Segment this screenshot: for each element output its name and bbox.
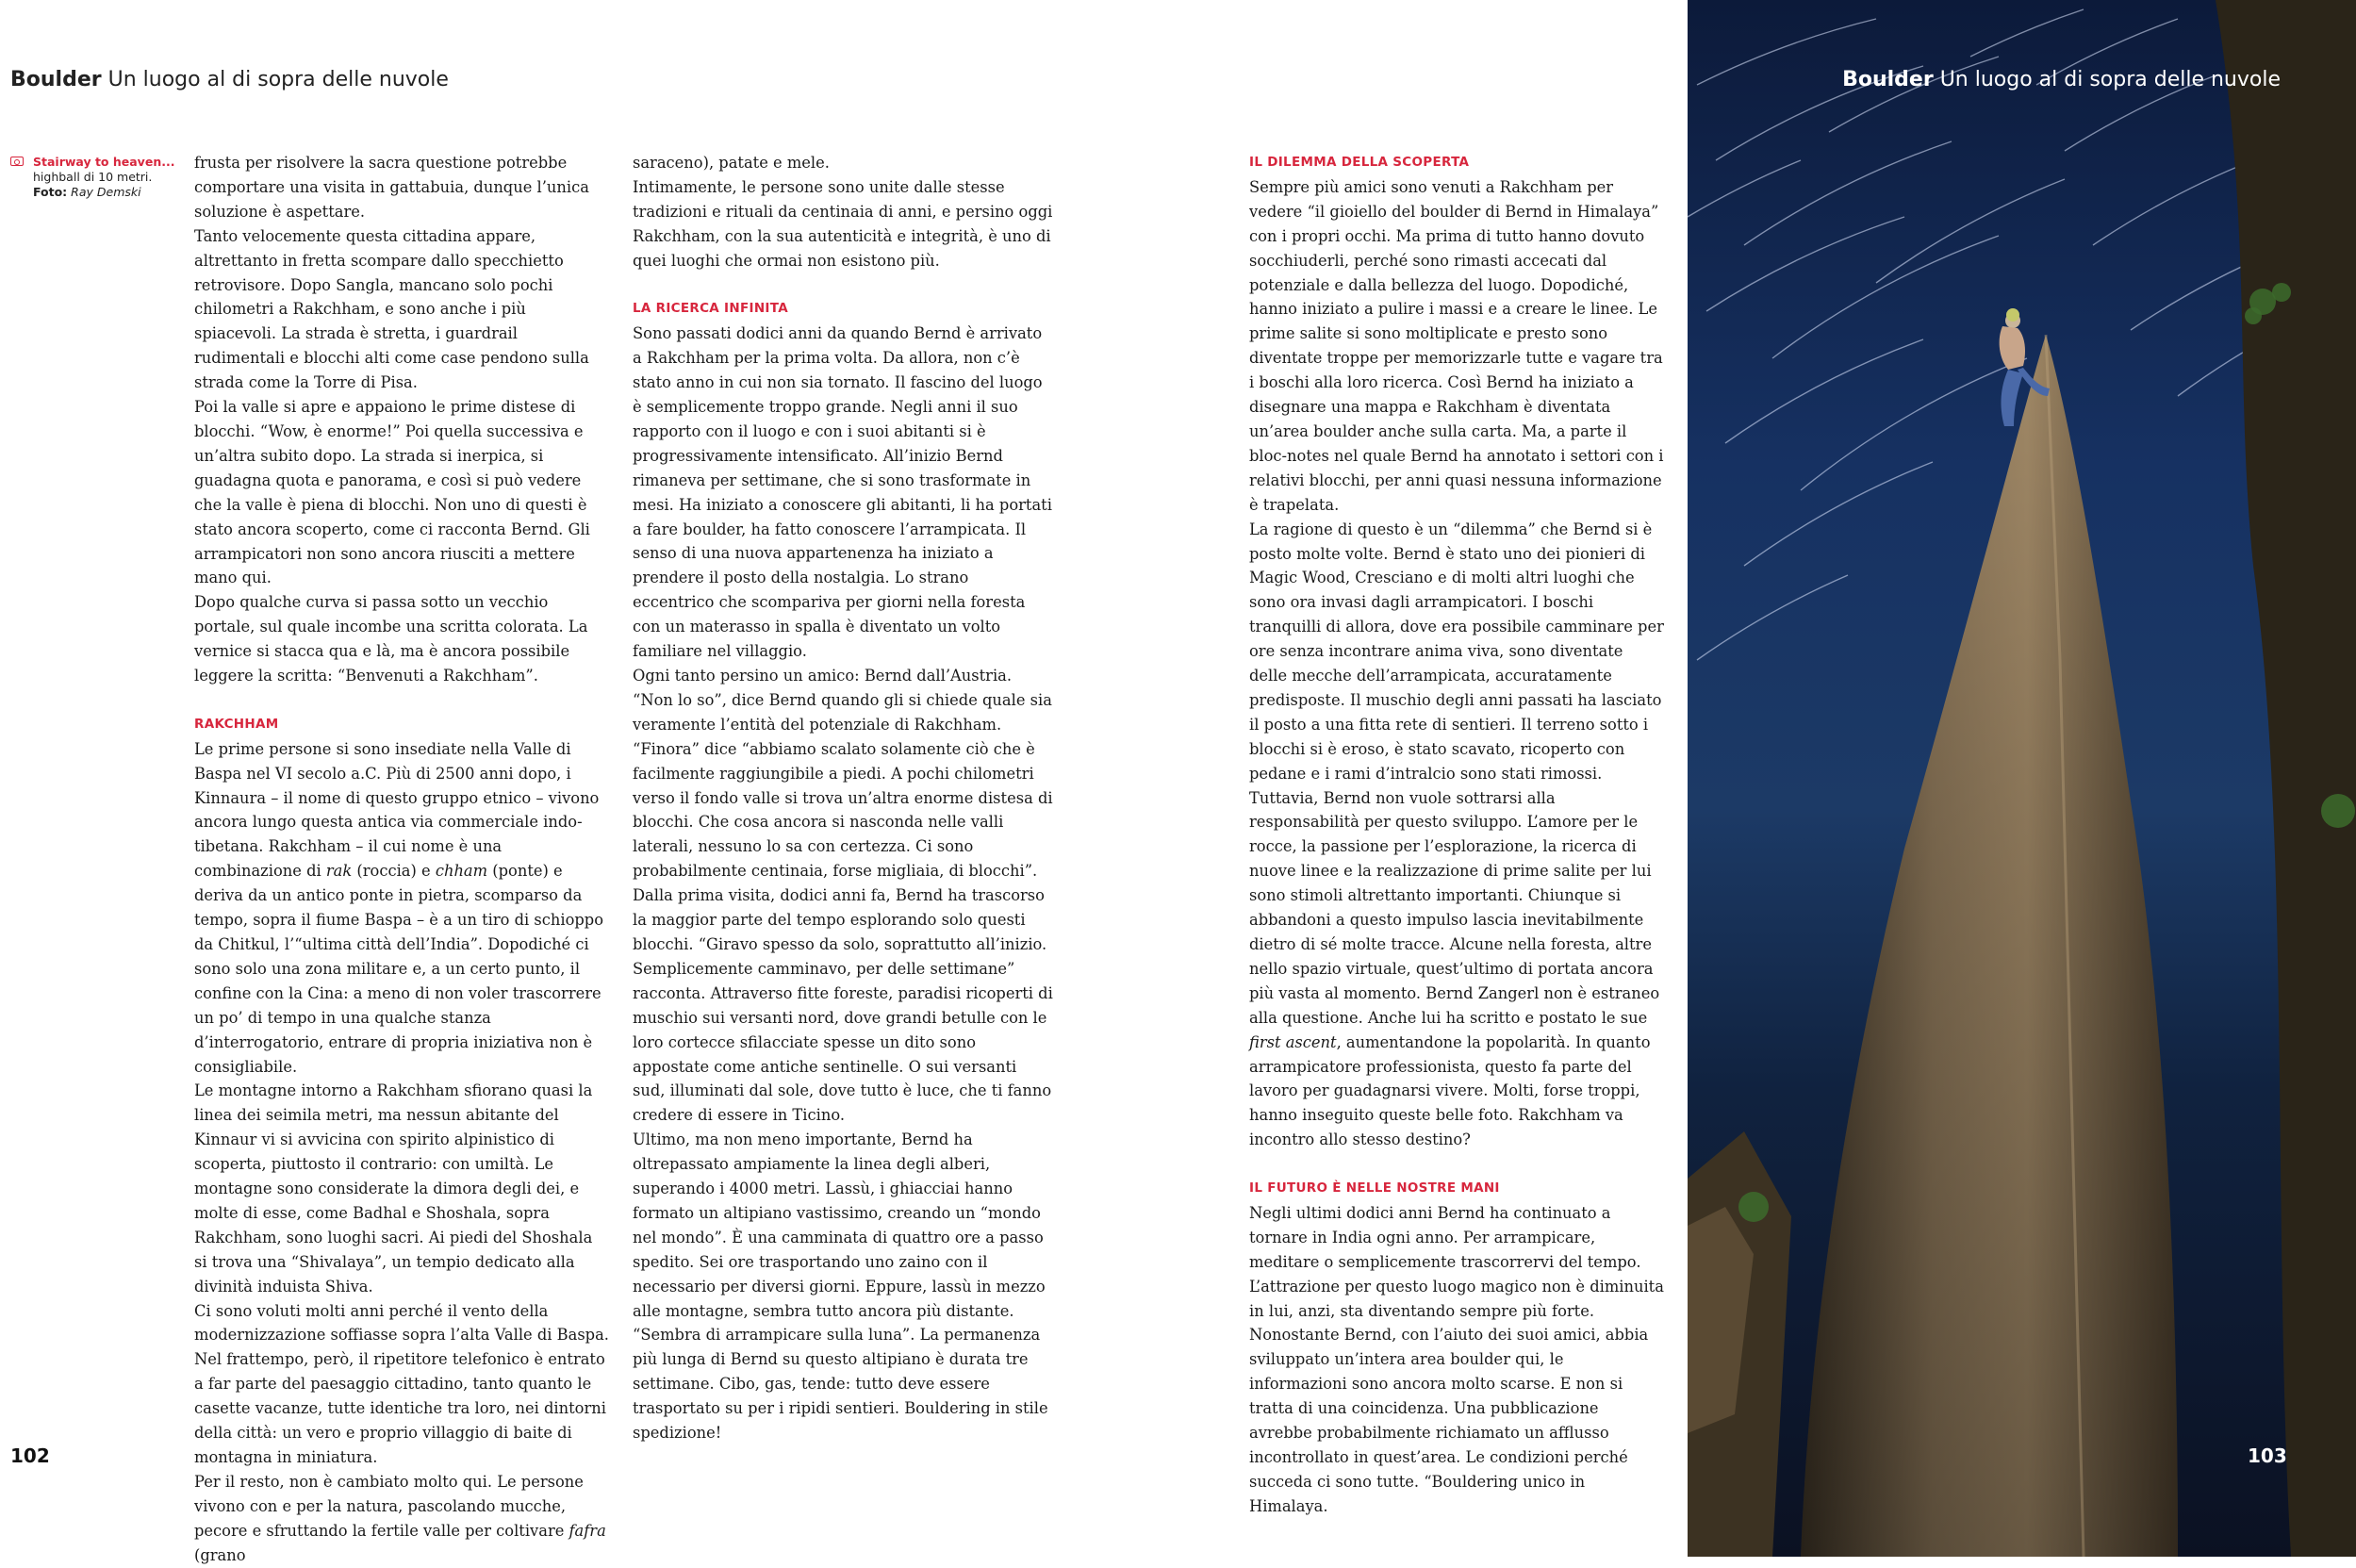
photo-caption [10,155,185,200]
text-column-1 [194,151,609,1568]
caption-text: highball di 10 metri. [33,170,153,184]
running-header-right [1842,68,2281,91]
paragraph: Intimamente, le persone sono unite dalle stesse tradizioni e rituali da centinaia di anni, e persino oggi Rakchham, con la sua autenticità e integrità, è uno di quei luoghi che ormai non esistono più. [633,177,1053,270]
section-heading: IL FUTURO È NELLE NOSTRE MANI [1249,1180,1500,1197]
section-heading: IL DILEMMA DELLA SCOPERTA [1249,155,1470,170]
paragraph: La ragione di questo è un “dilemma” che Bernd si è posto molte volte. Bernd è stato uno dei pionieri di Magic Wood, Cresciano e di molti altri luoghi che sono ora invasi dagli arrampicatori. I boschi tranquilli di allora, dove era possibile camminare per ore senza incontrare anima viva, sono diventate delle mecche dell’arrampicata, accuratamente predisposte. Il muschio degli anni passati ha lasciato il posto a una fitta rete di sentieri. Il terreno sotto i blocchi si è eroso, è stato scavato, ricoperto con pedane e i rami d’intralcio sono stati rimossi. [1249,520,1664,783]
paragraph: Poi la valle si apre e appaiono le prime distese di blocchi. “Wow, è enorme!” Poi quella successiva e un’altra subito dopo. La strada si inerpica, si guadagna quota e panorama, e così si può vedere che la valle è piena di blocchi. Non uno di questi è stato ancora scoperto, come ci racconta Bernd. Gli arrampicatori non sono ancora riusciti a mettere mano qui. [194,398,590,587]
text-column-2 [633,151,1053,1445]
paragraph: Dalla prima visita, dodici anni fa, Bernd ha trascorso la maggior parte del tempo esplorando solo questi blocchi. “Giravo spesso da solo, soprattutto all’inizio. Semplicemente camminavo, per delle settimane” racconta. Attraverso fitte foreste, paradisi ricoperti di muschio sui versanti nord, dove grandi betulle con le loro cortecce sfilacciate spesse un dito sono appostate come antiche sentinelle. O sui versanti sud, illuminati dal sole, dove tutto è luce, che ti fanno credere di essere in Ticino. [633,886,1053,1125]
section-heading: LA RICERCA INFINITA [633,301,788,317]
paragraph: Per il resto, non è cambiato molto qui. Le persone vivono con e per la natura, pascolando mucche, pecore e sfruttando la fertile valle per coltivare fafra (grano [194,1472,606,1564]
header-section: Boulder [1842,68,1934,91]
page-number-left: 102 [10,1444,50,1467]
paragraph: Ci sono voluti molti anni perché il vento della modernizzazione soffiasse sopra l’alta Valle di Baspa. Nel frattempo, però, il ripetitore telefonico è entrato a far parte del paesaggio cittadino, tanto quanto le casette vacanze, tutte identiche tra loro, nei dintorni della città: un vero e proprio villaggio di baite di montagna in miniatura. [194,1301,609,1467]
page-number-right: 103 [2248,1444,2287,1467]
paragraph: Tanto velocemente questa cittadina appare, altrettanto in fretta scompare dallo specchietto retrovisore. Dopo Sangla, mancano solo pochi chilometri a Rakchham, e sono anche i più spiacevoli. La strada è stretta, i guardrail rudimentali e blocchi alti come case pendono sulla strada come la Torre di Pisa. [194,226,589,392]
header-title: Un luogo al di sopra delle nuvole [107,68,449,91]
header-title: Un luogo al di sopra delle nuvole [1939,68,2281,91]
paragraph: Sono passati dodici anni da quando Bernd è arrivato a Rakchham per la prima volta. Da allora, non c’è stato anno in cui non sia tornato. Il fascino del luogo è semplicemente troppo grande. Negli anni il suo rapporto con il luogo e con i suoi abitanti si è progressivamente intensificato. All’inizio Bernd rimaneva per settimane, che si sono trasformate in mesi. Ha iniziato a conoscere gli abitanti, li ha portati a fare boulder, ha fatto conoscere l’arrampicata. Il senso di una nuova appartenenza ha iniziato a prendere il posto della nostalgia. Lo strano eccentrico che scompariva per giorni nella foresta con un materasso in spalla è diventato un volto familiare nel villaggio. [633,324,1052,661]
paragraph: Dopo qualche curva si passa sotto un vecchio portale, sul quale incombe una scritta colorata. La vernice si stacca qua e là, ma è ancora possibile leggere la scritta: “Benvenuti a Rakchham”. [194,593,588,685]
section-heading: RAKCHHAM [194,716,279,732]
paragraph: Le montagne intorno a Rakchham sfiorano quasi la linea dei seimila metri, ma nessun abitante del Kinnaur vi si avvicina con spirito alpinistico di scoperta, piuttosto il contrario: con umiltà. Le montagne sono considerate la dimora degli dei, e molte di esse, come Badhal e Shoshala, sopra Rakchham, sono luoghi sacri. Ai piedi del Shoshala si trova una “Shivalaya”, un tempio dedicato alla divinità induista Shiva. [194,1081,593,1296]
boulder-night-photo [1688,0,2356,1557]
paragraph: Negli ultimi dodici anni Bernd ha continuato a tornare in India ogni anno. Per arrampicare, meditare o semplicemente trascorrervi del tempo. L’attrazione per questo luogo magico non è diminuita in lui, anzi, sta diventando sempre più forte. Nonostante Bernd, con l’aiuto dei suoi amici, abbia sviluppato un’intera area boulder qui, le informazioni sono ancora molto scarse. E non si tratta di una coincidenza. Una pubblicazione avrebbe probabilmente richiamato un afflusso incontrollato in quest’area. Le condizioni perché succeda ci sono tutte. “Bouldering unico in Himalaya. [1249,1203,1664,1515]
paragraph: Ogni tanto persino un amico: Bernd dall’Austria. [633,667,1013,685]
caption-title: Stairway to heaven... [33,155,175,169]
paragraph: frusta per risolvere la sacra questione potrebbe comportare una visita in gattabuia, dunque l’unica soluzione è aspettare. [194,154,589,221]
caption-credit-label: Foto: [33,185,68,199]
header-section: Boulder [10,68,102,91]
camera-icon [10,157,24,166]
paragraph: “Non lo so”, dice Bernd quando gli si chiede quale sia veramente l’entità del potenziale di Rakchham. “Finora” dice “abbiamo scalato solamente ciò che è facilmente raggiungibile a piedi. A pochi chilometri verso il fondo valle si trova un’altra enorme distesa di blocchi. Che cosa ancora si nasconda nelle valli laterali, nessuno lo sa con certezza. Ci sono probabilmente centinaia, forse migliaia, di blocchi”. [633,690,1053,881]
paragraph: Sempre più amici sono venuti a Rakchham per vedere “il gioiello del boulder di Bernd in Himalaya” con i propri occhi. Ma prima di tutto hanno dovuto socchiuderli, perché sono rimasti accecati dal potenziale e dalla bellezza del luogo. Dopodiché, hanno iniziato a pulire i massi e a creare le linee. Le prime salite si sono moltiplicate e presto sono diventate troppe per memorizzarle tutte e vagare tra i boschi alla loro ricerca. Così Bernd ha iniziato a disegnare una mappa e Rakchham è diventata un’area boulder anche sulla carta. Ma, a parte il bloc-notes nel quale Bernd ha annotato i settori con i relativi blocchi, per anni quasi nessuna informazione è trapelata. [1249,177,1664,514]
text-column-3 [1249,151,1664,1519]
paragraph: Le prime persone si sono insediate nella Valle di Baspa nel VI secolo a.C. Più di 2500 anni dopo, i Kinnaura – il nome di questo gruppo etnico – vivono ancora lungo questa antica via commerciale indo-tibetana. Rakchham – il cui nome è una combinazione di rak (roccia) e chham (ponte) e deriva da un antico ponte in pietra, scomparso da tempo, sopra il fiume Baspa – è a un tiro di schioppo da Chitkul, l’“ultima città dell’India”. Dopodiché ci sono solo una zona militare e, a un certo punto, il confine con la Cina: a meno di non voler trascorrere un po’ di tempo in una qualche stanza d’interrogatorio, entrare di propria iniziativa non è consigliabile. [194,739,604,1076]
photo-illustration [1688,0,2356,1557]
paragraph: saraceno), patate e mele. [633,154,830,172]
paragraph: Ultimo, ma non meno importante, Bernd ha oltrepassato ampiamente la linea degli alberi, superando i 4000 metri. Lassù, i ghiacciai hanno formato un altipiano vastissimo, creando un “mondo nel mondo”. È una camminata di quattro ore a passo spedito. Sei ore trasportando uno zaino con il necessario per diversi giorni. Eppure, lassù in mezzo alle montagne, sembra tutto ancora più distante. “Sembra di arrampicare sulla luna”. La permanenza più lunga di Bernd su questo altipiano è durata tre settimane. Cibo, gas, tende: tutto deve essere trasportato su per i ripidi sentieri. Bouldering in stile spedizione! [633,1131,1048,1443]
paragraph: Tuttavia, Bernd non vuole sottrarsi alla responsabilità per questo sviluppo. L’amore per le rocce, la passione per l’esplorazione, la ricerca di nuove linee e la realizzazione di prime salite per lui sono stimoli altrettanto importanti. Chiunque si abbandoni a questo impulso lascia inevitabilmente dietro di sé molte tracce. Alcune nella foresta, altre nello spazio virtuale, quest’ultimo di portata ancora più vasta al momento. Bernd Zangerl non è estraneo alla questione. Anche lui ha scritto e postato le sue first ascent, aumentandone la popolarità. In quanto arrampicatore professionista, questo fa parte del lavoro per guadagnarsi vivere. Molti, forse troppi, hanno inseguito queste belle foto. Rakchham va incontro allo stesso destino? [1249,788,1660,1149]
caption-credit-name: Ray Demski [71,185,141,199]
running-header-left [10,68,449,91]
